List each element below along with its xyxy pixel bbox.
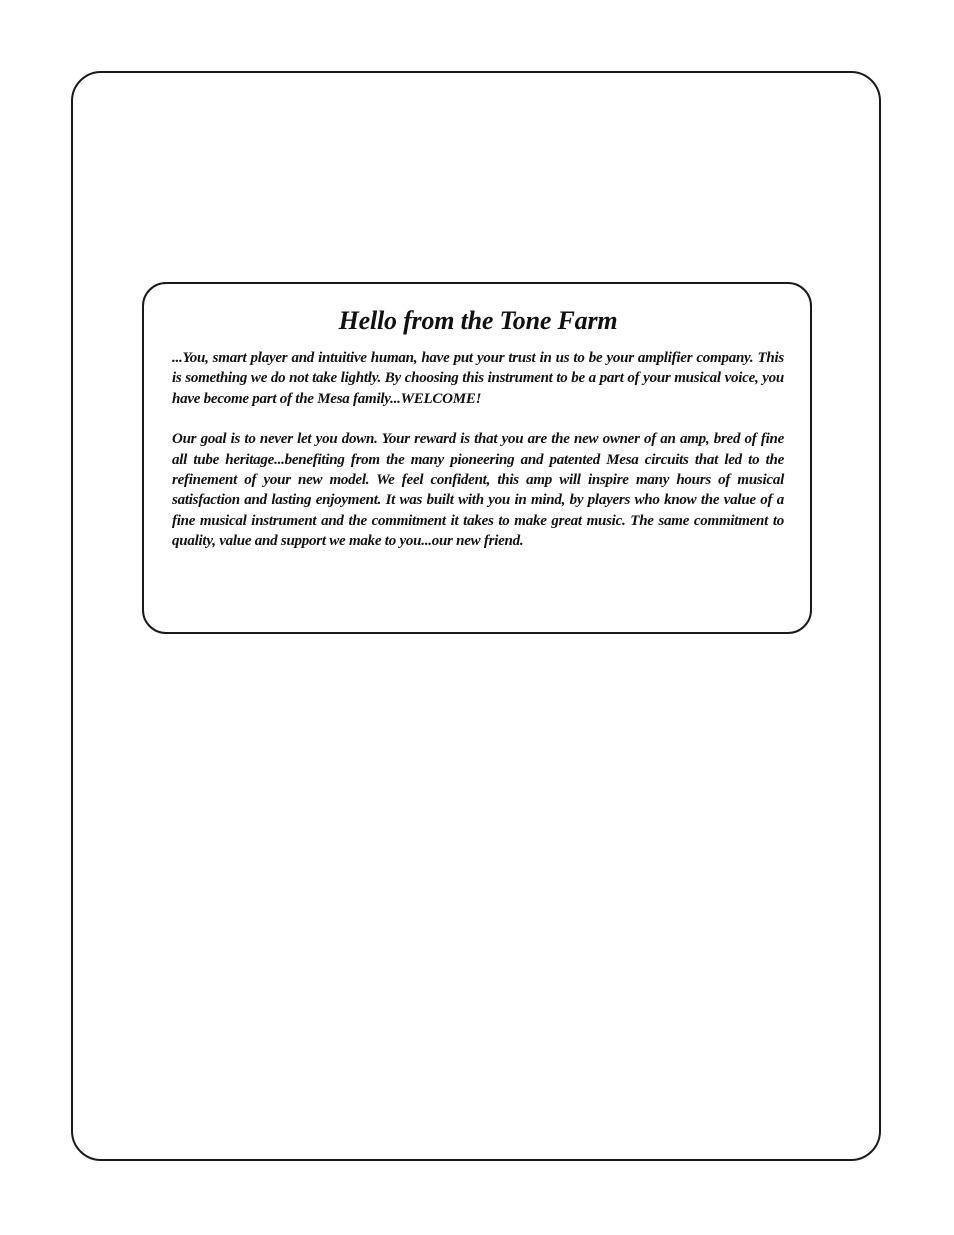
welcome-message-box bbox=[142, 282, 812, 634]
welcome-paragraph-1: ...You, smart player and intuitive human, have put your trust in us to be your amplifier company. This is something we do not take lightly. By choosing this instrument to be a part of your musical voice, you have become part of the Mesa family...WELCOME! bbox=[172, 350, 784, 407]
welcome-paragraph-2: Our goal is to never let you down. Your reward is that you are the new owner of an amp, bred of fine all tube heritage...benefiting from the many pioneering and patented Mesa circuits that led to the refinement of your new model. We feel confident, this amp will inspire many hours of musical satisfaction and lasting enjoyment. It was built with you in mind, by players who know the value of a fine musical instrument and the commitment it takes to make great music. The same commitment to quality, value and support we make to you...our new friend. bbox=[172, 431, 784, 550]
welcome-title: Hello from the Tone Farm bbox=[338, 306, 618, 335]
